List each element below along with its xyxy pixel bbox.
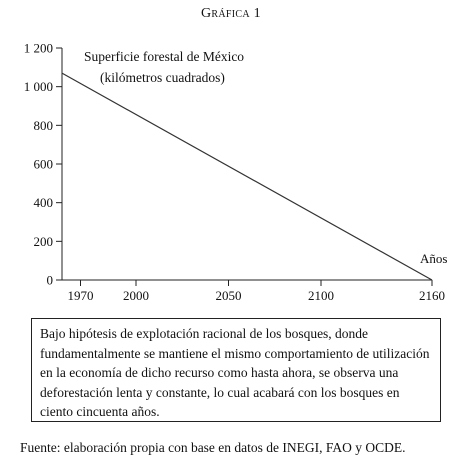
y-tick-label: 0	[46, 272, 53, 288]
source-note: Fuente: elaboración propia con base en datos de INEGI, FAO y OCDE.	[20, 440, 406, 455]
x-tick-label: 1970	[67, 288, 94, 300]
y-tick-label: 1 000	[23, 79, 53, 95]
x-tick-label: 2050	[215, 288, 242, 300]
series-label-line-1: Superficie forestal de México	[84, 49, 245, 64]
series-line	[62, 73, 432, 280]
x-tick-label: 2100	[308, 288, 334, 300]
chart-title: Gráfica 1	[201, 6, 261, 21]
series-label-line-2: (kilómetros cuadrados)	[100, 70, 225, 85]
y-tick-label: 400	[33, 195, 53, 211]
x-tick-label: 2000	[123, 288, 149, 300]
y-tick-label: 200	[33, 233, 53, 249]
y-tick-label: 600	[33, 156, 53, 172]
note-box: Bajo hipótesis de explotación racional de los bosques, donde fundamentalmente se mantiene el mismo comportamiento de utilización en la economía de dicho recurso como hasta ahora, se observa una deforestación lenta y constante, lo cual acabará con los bosques en ciento cincuenta años.	[31, 318, 441, 422]
y-tick-label: 800	[33, 117, 53, 133]
series-label	[84, 46, 244, 88]
y-tick-label: 1 200	[23, 40, 53, 56]
x-axis-title: Años	[420, 251, 448, 266]
x-tick-label: 2160	[419, 288, 445, 300]
